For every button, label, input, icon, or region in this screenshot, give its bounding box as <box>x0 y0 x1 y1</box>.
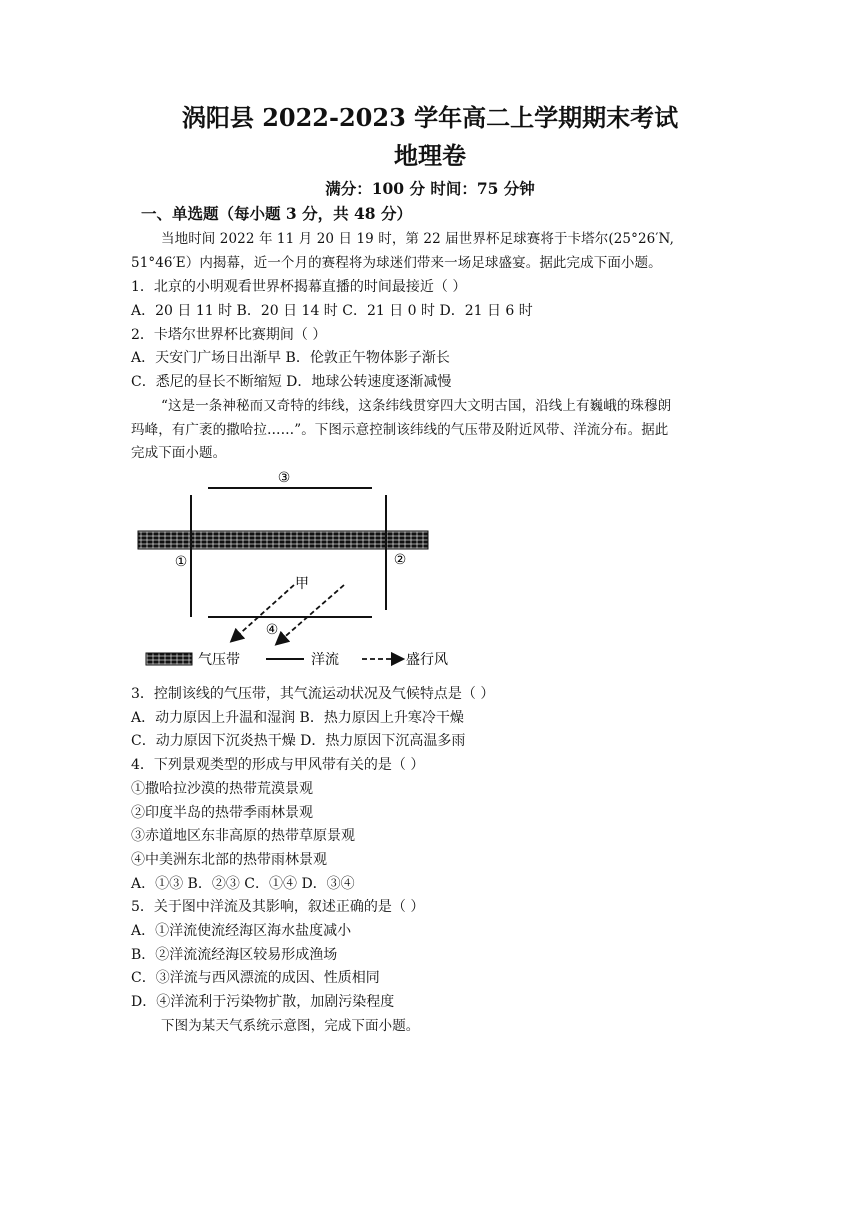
q5-option-d: D．④洋流利于污染物扩散，加剧污染程度 <box>131 994 395 1010</box>
q4-options: A．①③ B．②③ C．①④ D．③④ <box>131 876 355 892</box>
wind-arrow-1 <box>235 585 294 638</box>
q5-stem: 5．关于图中洋流及其影响，叙述正确的是（ ） <box>131 899 425 915</box>
label-jia: 甲 <box>295 576 309 592</box>
legend-pressure-label: 气压带 <box>198 652 240 668</box>
q4-item1: ①撒哈拉沙漠的热带荒漠景观 <box>131 781 313 797</box>
exam-title: 涡阳县 2022-2023 学年高二上学期期末考试 <box>181 103 679 132</box>
passage1-line1: 当地时间 2022 年 11 月 20 日 19 时，第 22 届世界杯足球赛将于卡塔尔(25°26′N, <box>161 231 674 247</box>
passage3-line1: 下图为某天气系统示意图，完成下面小题。 <box>161 1018 420 1034</box>
q3-stem: 3．控制该线的气压带，其气流运动状况及气候特点是（ ） <box>131 686 495 702</box>
passage2-line1: “这是一条神秘而又奇特的纬线，这条纬线贯穿四大文明古国，沿线上有巍峨的珠穆朗 <box>161 398 672 414</box>
q4-item2: ②印度半岛的热带季雨林景观 <box>131 805 313 821</box>
q2-options-ab: A．天安门广场日出渐早 B．伦敦正午物体影子渐长 <box>131 350 450 366</box>
label-4: ④ <box>265 622 279 638</box>
passage2-line3: 完成下面小题。 <box>131 445 227 461</box>
legend-pressure-swatch <box>146 653 192 665</box>
label-3: ③ <box>277 470 291 486</box>
q3-options-cd: C．动力原因下沉炎热干燥 D．热力原因下沉高温多雨 <box>131 733 466 749</box>
q4-item3: ③赤道地区东非高原的热带草原景观 <box>131 828 355 844</box>
q3-options-ab: A．动力原因上升温和湿润 B．热力原因上升寒冷干燥 <box>131 710 464 726</box>
q1-options: A．20 日 11 时 B．20 日 14 时 C．21 日 0 时 D．21 日 6 时 <box>131 303 533 319</box>
passage2-line2: 玛峰，有广袤的撒哈拉……”。下图示意控制该纬线的气压带及附近风带、洋流分布。据此 <box>131 422 669 438</box>
q4-stem: 4．下列景观类型的形成与甲风带有关的是（ ） <box>131 757 425 773</box>
exam-subtitle: 地理卷 <box>394 141 466 170</box>
q5-option-a: A．①洋流使流经海区海水盐度减小 <box>131 923 352 939</box>
q1-stem: 1．北京的小明观看世界杯揭幕直播的时间最接近（ ） <box>131 279 467 295</box>
passage1-line2: 51°46′E）内揭幕，近一个月的赛程将为球迷们带来一场足球盛宴。据此完成下面小题。 <box>131 255 662 271</box>
legend-wind-label: 盛行风 <box>406 652 448 668</box>
legend-current-label: 洋流 <box>311 652 339 668</box>
section-heading: 一、单选题（每小题 3 分，共 48 分） <box>141 204 412 223</box>
wind-arrow-2 <box>280 585 344 641</box>
q2-options-cd: C．悉尼的昼长不断缩短 D．地球公转速度逐渐减慢 <box>131 374 452 390</box>
pressure-belt <box>138 531 428 549</box>
exam-meta: 满分：100 分 时间：75 分钟 <box>325 179 535 198</box>
q5-option-c: C．③洋流与西风漂流的成因、性质相同 <box>131 970 380 986</box>
label-1: ① <box>174 554 188 570</box>
q4-item4: ④中美洲东北部的热带雨林景观 <box>131 852 327 868</box>
q2-stem: 2．卡塔尔世界杯比赛期间（ ） <box>131 327 327 343</box>
label-2: ② <box>393 552 407 568</box>
pressure-belt-diagram <box>132 462 448 674</box>
q5-option-b: B．②洋流流经海区较易形成渔场 <box>131 947 338 963</box>
